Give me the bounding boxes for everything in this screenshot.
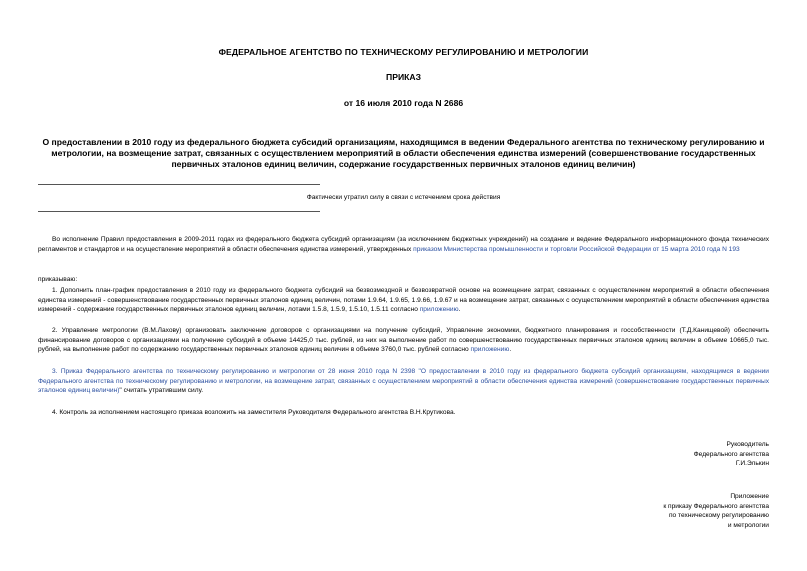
status-note: Фактически утратил силу в связи с истечением срока действия <box>306 194 501 201</box>
appendix-block <box>549 492 769 530</box>
item-2-end: . <box>509 346 512 354</box>
doc-date-number: от 16 июля 2010 года N 2686 <box>343 98 464 108</box>
preamble-text: Во исполнение Правил предоставления в 2009-2011 годах из федерального бюджета субсидий организациям (за исключением бюджетных учреждений) на создание и ведение Федерального информационного фонда технических регламентов и стандартов и на осуществление мероприятий в области обеспечения единства измерений, утвержденных <box>38 236 769 253</box>
item-2-paragraph <box>38 326 769 355</box>
doc-type: ПРИКАЗ <box>386 72 421 82</box>
item-3-paragraph <box>38 367 769 396</box>
doc-title: О предоставлении в 2010 году из федерального бюджета субсидий организациям, находящимся в ведении Федерального агентства по техническому регулированию и метрологии, на возмещение затрат, связанных с осуществлением мероприятий в области обеспечения единства измерений (совершенствование государственных первичных эталонов единиц величин, содержание государственных первичных эталонов единиц величин) <box>42 137 765 169</box>
item-1-text: 1. Дополнить план-график предоставления в 2010 году из федерального бюджета субсидий на безвозмездной и безвозвратной основе на возмещение затрат, связанных с осуществлением мероприятий в области обеспечения единства измерений - совершенствование государственных первичных эталонов единиц величин, потами 1.9.64, 1.9.65, 1.9.66, 1.9.67 и на возмещение затрат, связанных с осуществлением мероприятий в области обеспечения единства измерений - содержание государственных первичных эталонов единиц величин, лотами 1.5.8, 1.5.9, 1.5.10, 1.5.11 согласно <box>38 287 769 314</box>
item-3-end: " считать утратившим силу. <box>119 387 204 395</box>
item-4-paragraph: 4. Контроль за исполнением настоящего приказа возложить на заместителя Руководителя Федерального агентства В.Н.Крутикова. <box>52 409 456 416</box>
item-1-paragraph <box>38 286 769 315</box>
appendix-line-4: и метрологии <box>727 521 769 529</box>
prikazyvayu: приказываю: <box>38 276 78 283</box>
agency-name: ФЕДЕРАЛЬНОЕ АГЕНТСТВО ПО ТЕХНИЧЕСКОМУ РЕГУЛИРОВАНИЮ И МЕТРОЛОГИИ <box>218 47 589 57</box>
appendix-line-3: по техническому регулированию <box>668 512 769 520</box>
signature-line-3: Г.И.Элькин <box>735 460 769 468</box>
appendix-line-2: к приказу Федерального агентства <box>663 502 769 510</box>
signature-line-1: Руководитель <box>726 441 769 448</box>
signature-line-2: Федерального агентства <box>693 450 769 458</box>
item-3-order-link[interactable]: 3. Приказ Федерального агентства по техническому регулированию и метрологии от 28 июня 2010 года N 2398 "О предоставлении в 2010 году из федерального бюджета субсидий организациям, находящимся в ведении Федерального агентства по техническому регулированию и метрологии, на возмещение затрат, связанных с осуществлением мероприятий в области обеспечения единства измерений (совершенствование государственных первичных эталонов единиц величин) <box>38 368 769 395</box>
divider-top <box>38 184 320 185</box>
preamble-paragraph <box>38 235 769 254</box>
item-1-appendix-link[interactable]: приложению <box>419 306 459 314</box>
divider-bottom <box>38 211 320 212</box>
item-1-end: . <box>458 306 461 314</box>
item-2-appendix-link[interactable]: приложению <box>470 346 510 354</box>
appendix-line-1: Приложение <box>730 493 769 500</box>
item-2-text: 2. Управление метрологии (В.М.Лахову) организовать заключение договоров с организациями на получение субсидий, Управление экономики, бюджетного планирования и госсобственности (Т.Д.Канищевой) обеспечить финансирование договоров с организациями на получение субсидий в объеме 14425,0 тыс. рублей, из них на выполнение работ по совершенствованию государственных первичных эталонов единиц величин в объеме 10665,0 тыс. рублей, на выполнение работ по содержанию государственных первичных эталонов единиц величин в объеме 3760,0 тыс. рублей согласно <box>38 327 769 354</box>
preamble-link[interactable]: приказом Министерства промышленности и торговли Российской Федерации от 15 марта 2010 года N 193 <box>413 245 740 253</box>
signature-block <box>549 440 769 469</box>
